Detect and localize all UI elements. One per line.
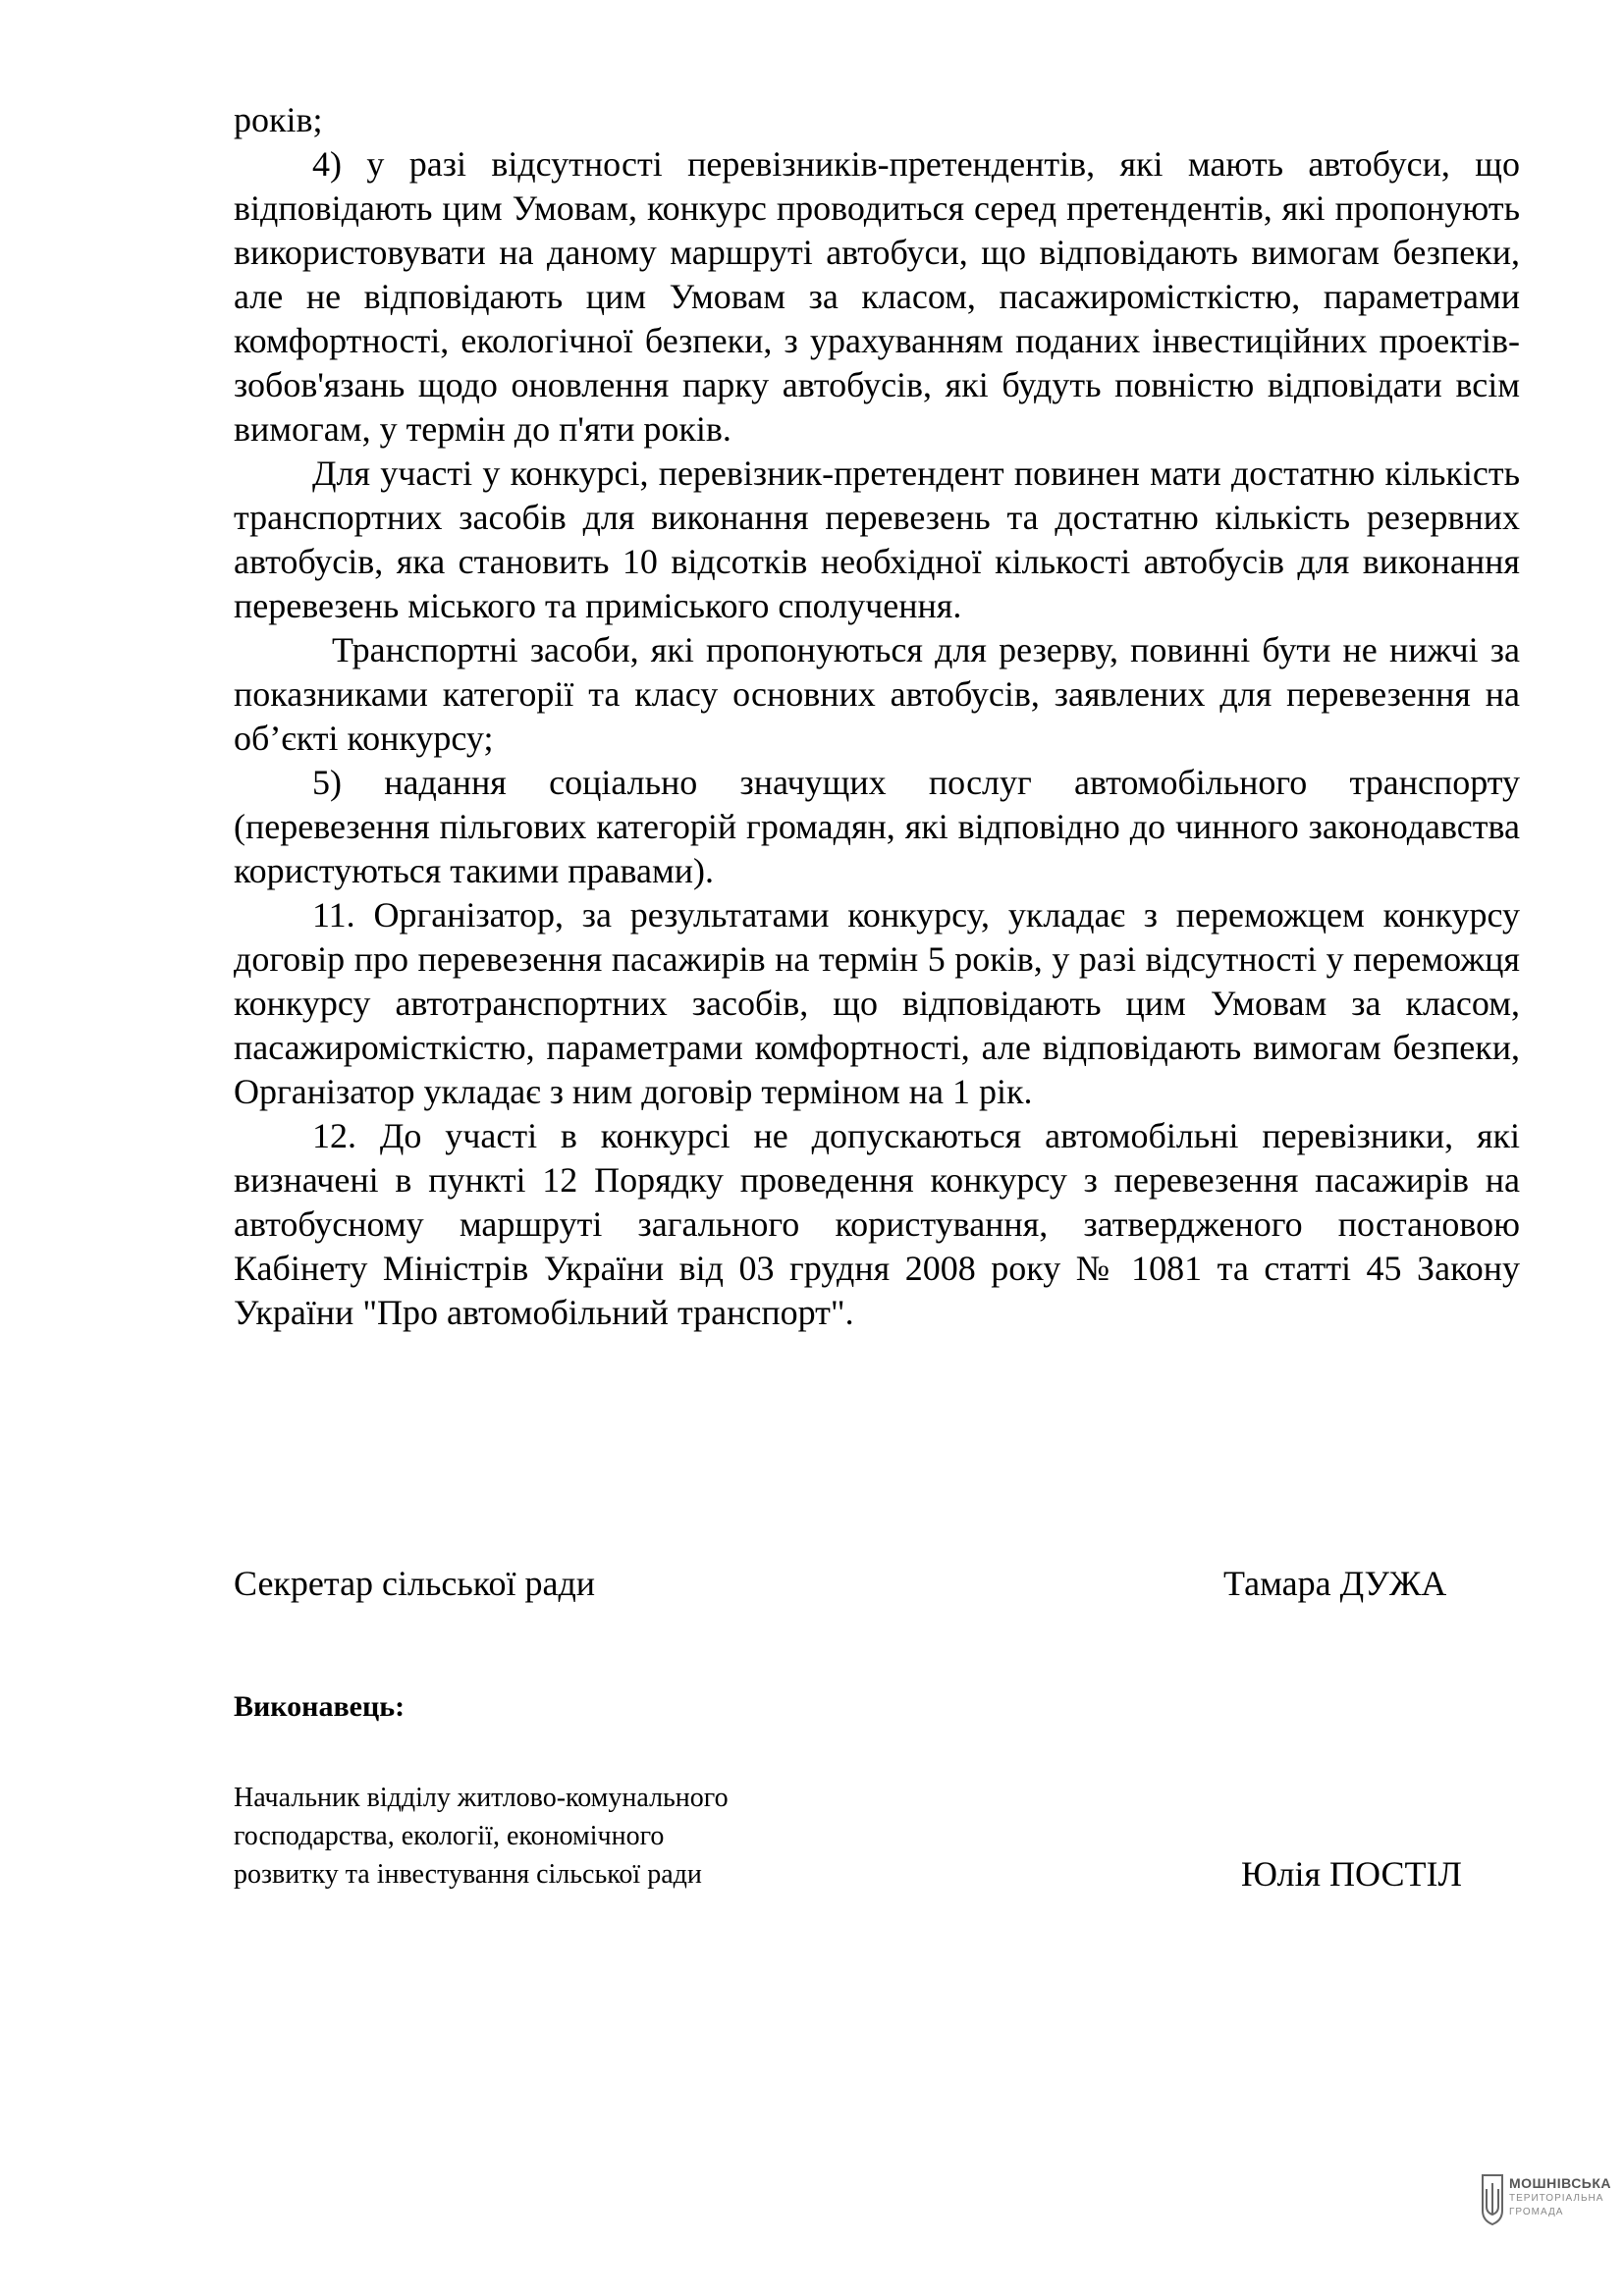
- executor-title-line: господарства, екології, економічного: [234, 1821, 665, 1851]
- logo-subtitle: ГРОМАДА: [1509, 2207, 1564, 2217]
- community-logo: [1480, 2171, 1617, 2230]
- trident-emblem-icon: [1480, 2171, 1505, 2226]
- executor-name: Юлія ПОСТІЛ: [1241, 1854, 1462, 1894]
- signature-position: Секретар сільської ради: [234, 1564, 596, 1603]
- logo-title: МОШНІВСЬКА: [1509, 2175, 1612, 2191]
- paragraph-participation: Для участі у конкурсі, перевізник-претендент повинен мати достатню кількість транспортних засобів для виконання перевезень та достатню кількість резервних автобусів, яка становить 10 відсотків необхідної кількості автобусів для виконання перевезень міського та приміського сполучення.: [234, 454, 1520, 625]
- logo-subtitle: ТЕРИТОРІАЛЬНА: [1509, 2193, 1604, 2204]
- executor-title-line: розвитку та інвестування сільської ради: [234, 1859, 702, 1890]
- paragraph-years-end: років;: [234, 100, 323, 139]
- signature-name: Тамара ДУЖА: [1223, 1564, 1447, 1603]
- executor-label: Виконавець:: [234, 1690, 406, 1723]
- executor-title-line: Начальник відділу житлово-комунального: [234, 1783, 729, 1813]
- paragraph-item-5: 5) надання соціально значущих послуг автомобільного транспорту (перевезення пільгових категорій громадян, які відповідно до чинного законодавства користуються такими правами).: [234, 763, 1520, 890]
- executor-title: [234, 1779, 729, 1894]
- document-body: [234, 98, 1520, 1335]
- paragraph-item-4: 4) у разі відсутності перевізників-претендентів, які мають автобуси, що відповідають цим Умовам, конкурс проводиться серед претендентів, які пропонують використовувати на даному маршруті автобуси, що відповідають вимогам безпеки, але не відповідають цим Умовам за класом, пасажиромісткістю, параметрами комфортності, екологічної безпеки, з урахуванням поданих інвестиційних проектів-зобов'язань щодо оновлення парку автобусів, які будуть повністю відповідати всім вимогам, у термін до п'яти років.: [234, 144, 1520, 449]
- paragraph-item-11: 11. Організатор, за результатами конкурсу, укладає з переможцем конкурсу договір про перевезення пасажирів на термін 5 років, у разі відсутності у переможця конкурсу автотранспортних засобів, що відповідають цим Умовам за класом, пасажиромісткістю, параметрами комфортності, але відповідають вимогам безпеки, Організатор укладає з ним договір терміном на 1 рік.: [234, 895, 1520, 1111]
- paragraph-item-12: 12. До участі в конкурсі не допускаються автомобільні перевізники, які визначені в пункті 12 Порядку проведення конкурсу з перевезення пасажирів на автобусному маршруті загального користування, затвердженого постановою Кабінету Міністрів України від 03 грудня 2008 року № 1081 та статті 45 Закону України "Про автомобільний транспорт".: [234, 1116, 1520, 1332]
- paragraph-reserve: Транспортні засоби, які пропонуються для резерву, повинні бути не нижчі за показниками категорії та класу основних автобусів, заявлених для перевезення на об’єкті конкурсу;: [234, 630, 1520, 758]
